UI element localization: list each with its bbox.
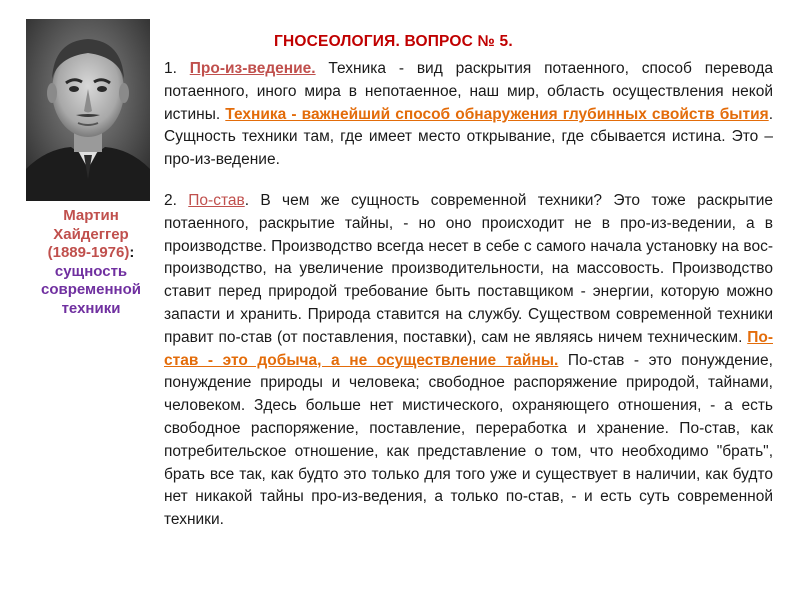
paragraph-2-text-b: По-став - это понуждение, понуждение природы и человека; свободное распоряжение природой, тайнами, человеком. Здесь больше нет мистического, охраняющего отношения, - а есть свободное распоряжение, поставление, переработка и хранение. По-став, как потребительское отношение, как представление о том, что необходимо "брать", брать все так, как будто это только для того уже и существует в наличии, как будто нет никакой тайны про-из-ведения, а только по-став, - и есть суть современной техники. [164, 351, 773, 529]
paragraph-1-number: 1. [164, 60, 190, 77]
paragraph-2-highlight: По-став - это добыча, а не осуществление тайны. [164, 328, 773, 369]
caption-subtitle-3: техники [61, 299, 121, 317]
caption-years: (1889-1976) [47, 244, 130, 261]
caption-name-first: Мартин [63, 207, 119, 224]
term-proizvedenie: Про-из-ведение. [189, 60, 316, 77]
portrait-image [26, 19, 150, 201]
paragraph-1-text-a: Техника - вид раскрытия потаенного, способ перевода потаенного, иного мира в непотаенное, наш мир, область осуществления некой истины. [164, 60, 773, 123]
paragraph-2-number: 2. [164, 192, 189, 209]
caption-colon: : [129, 244, 135, 261]
caption-subtitle-1: сущность [54, 262, 128, 280]
paragraph-2 [164, 190, 773, 532]
paragraph-1-text-b: . Сущность техники там, где имеет место открывание, где сбывается истина. Это – про-из-ведение. [164, 105, 774, 169]
portrait-caption [30, 207, 152, 318]
paragraph-1 [164, 58, 773, 172]
term-postav: По-став [188, 192, 245, 209]
caption-name-last: Хайдеггер [53, 225, 129, 243]
heidegger-portrait [26, 19, 150, 201]
paragraph-1-highlight: Техника - важнейший способ обнаружения глубинных свойств бытия [225, 105, 769, 123]
page-title: ГНОСЕОЛОГИЯ. ВОПРОС № 5. [274, 33, 513, 50]
caption-subtitle-2: современной [41, 281, 141, 298]
paragraph-2-text-a: . В чем же сущность современной техники? Это тоже раскрытие потаенного, раскрытие тайны, - но оно происходит не в про-из-ведении, а в производстве. Производство всегда несет в себе с самого начала установку на вос-производство, на увеличение производительности, на массовость. Производство ставит перед природой требование быть поставщиком - энергии, которую можно запасти и хранить. Природа ставится на службу. Существом современной техники правит по-став (от поставления, поставки), сам не являясь ничем техническим. [164, 192, 773, 346]
